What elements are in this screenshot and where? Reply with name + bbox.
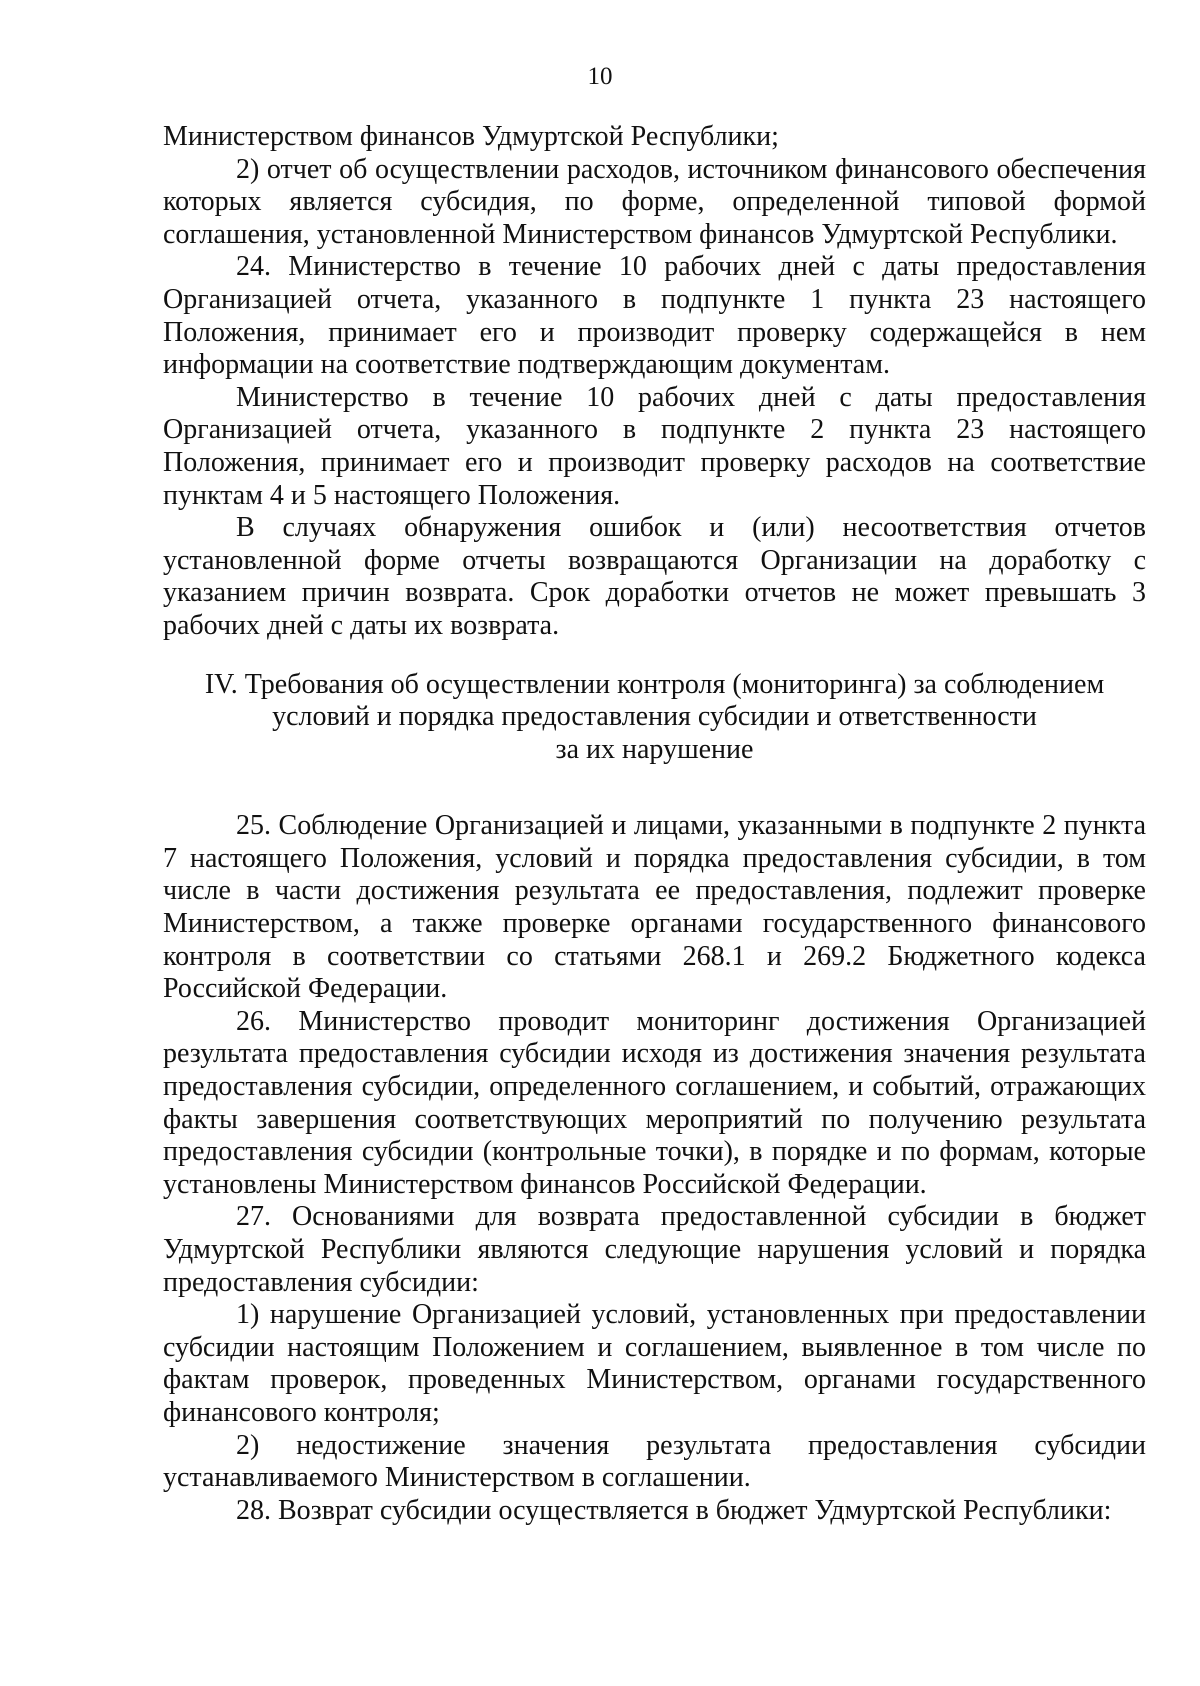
section-heading-line-3: за их нарушение xyxy=(555,733,754,765)
paragraph-24: 24. Министерство в течение 10 рабочих дней с даты предоставления Организацией отчета, указанного в подпункте 1 пункта 23 настоящего Положения, принимает его и производит проверку содержащейся в нем информации на соответствие подтверждающим документам. xyxy=(163,251,1146,381)
section-heading-line-1: IV. Требования об осуществлении контроля (мониторинга) за соблюдением xyxy=(204,668,1105,700)
paragraph-28: 28. Возврат субсидии осуществляется в бюджет Удмуртской Республики: xyxy=(236,1494,1112,1526)
paragraph-subitem-2: 2) отчет об осуществлении расходов, источником финансового обеспечения которых является субсидия, по форме, определенной типовой формой соглашения, установленной Министерством финансов Удмуртской Республики. xyxy=(163,153,1146,250)
paragraph-continuation: Министерством финансов Удмуртской Республики; xyxy=(163,121,779,152)
section-heading-line-2: условий и порядка предоставления субсидии и ответственности xyxy=(272,701,1037,733)
paragraph-27-item-1: 1) нарушение Организацией условий, установленных при предоставлении субсидии настоящим Положением и соглашением, выявленное в том числе по фактам проверок, проведенных Министерством, органами государственного финансового контроля; xyxy=(163,1299,1146,1428)
paragraph-26: 26. Министерство проводит мониторинг достижения Организацией результата предоставления субсидии исходя из достижения значения результата предоставления субсидии, определенного соглашением, и событий, отражающих факты завершения соответствующих мероприятий по получению результата предоставления субсидии (контрольные точки), в порядке и по формам, которые установлены Министерством финансов Российской Федерации. xyxy=(163,1005,1146,1200)
page-number: 10 xyxy=(587,63,613,90)
paragraph-24-third: В случаях обнаружения ошибок и (или) несоответствия отчетов установленной форме отчеты возвращаются Организации на доработку с указанием причин возврата. Срок доработки отчетов не может превышать 3 рабочих дней с даты их возврата. xyxy=(163,512,1146,641)
paragraph-24-second: Министерство в течение 10 рабочих дней с даты предоставления Организацией отчета, указанного в подпункте 2 пункта 23 настоящего Положения, принимает его и производит проверку расходов на соответствие пунктам 4 и 5 настоящего Положения. xyxy=(163,381,1146,511)
paragraph-27-item-2: 2) недостижение значения результата предоставления субсидии устанавливаемого Министерством в соглашении. xyxy=(163,1429,1146,1494)
paragraph-25: 25. Соблюдение Организацией и лицами, указанными в подпункте 2 пункта 7 настоящего Положения, условий и порядка предоставления субсидии, в том числе в части достижения результата ее предоставления, подлежит проверке Министерством, а также проверке органами государственного финансового контроля в соответствии со статьями 268.1 и 269.2 Бюджетного кодекса Российской Федерации. xyxy=(163,810,1146,1005)
section-heading xyxy=(163,669,1146,767)
document-body xyxy=(163,121,1146,1527)
paragraph-27: 27. Основаниями для возврата предоставленной субсидии в бюджет Удмуртской Республики являются следующие нарушения условий и порядка предоставления субсидии: xyxy=(163,1201,1146,1298)
